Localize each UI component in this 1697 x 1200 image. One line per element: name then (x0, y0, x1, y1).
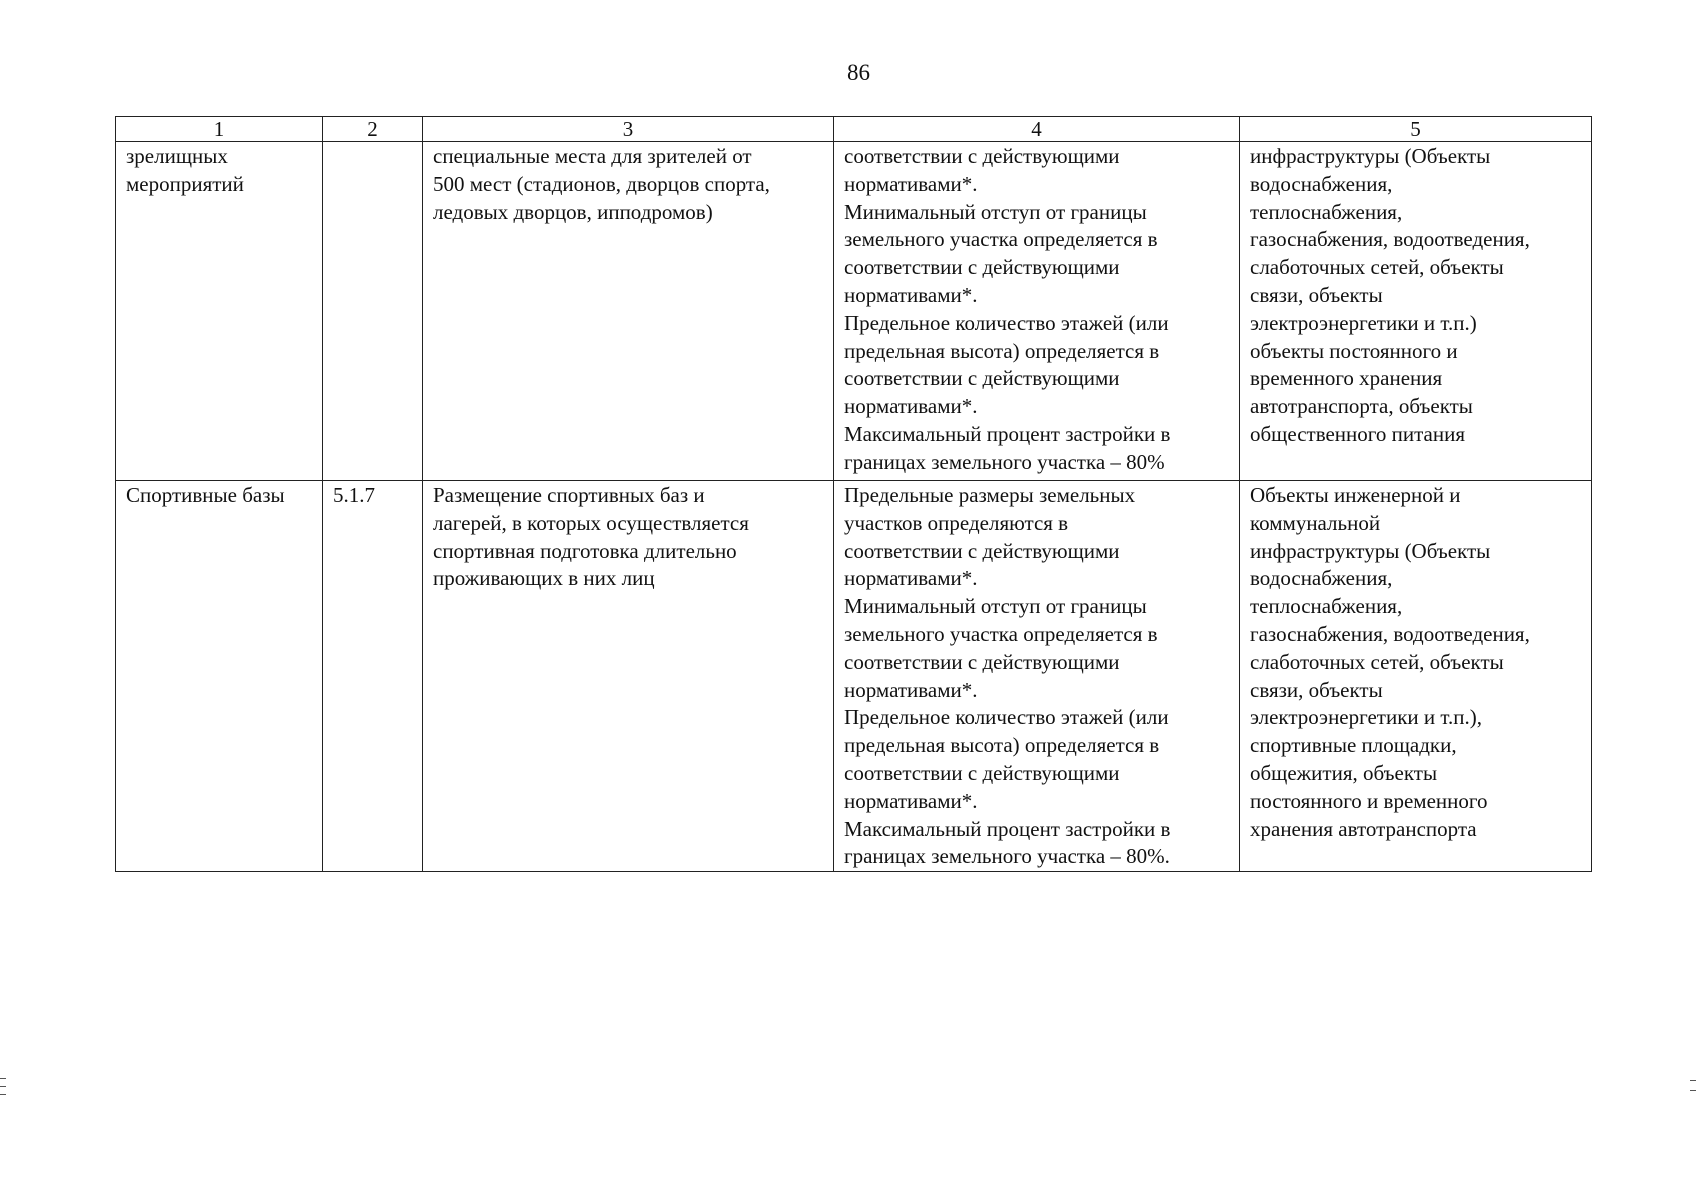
cell-use-type: Спортивные базы (116, 481, 323, 872)
cell-parameters: Предельные размеры земельных участков определяются в соответствии с действующими нормативами*. Минимальный отступ от границы земельного участка определяется в соответствии с действующими нормативами*. Предельное количество этажей (или предельная высота) определяется в соответствии с действующими нормативами*. Максимальный процент застройки в границах земельного участка – 80%. (834, 481, 1240, 872)
cell-description: Размещение спортивных баз и лагерей, в которых осуществляется спортивная подготовка длительно проживающих в них лиц (423, 481, 834, 872)
column-header-5: 5 (1240, 117, 1592, 142)
column-header-4: 4 (834, 117, 1240, 142)
cell-auxiliary-uses: Объекты инженерной и коммунальной инфраструктуры (Объекты водоснабжения, теплоснабжения, газоснабжения, водоотведения, слаботочных сетей, объекты связи, объекты электроэнергетики и т.п.), спортивные площадки, общежития, объекты постоянного и временного хранения автотранспорта (1240, 481, 1592, 872)
land-use-table (115, 116, 1592, 872)
column-header-3: 3 (423, 117, 834, 142)
column-header-2: 2 (323, 117, 423, 142)
column-header-1: 1 (116, 117, 323, 142)
scan-edge-mark (0, 1086, 6, 1087)
scan-edge-mark (0, 1078, 6, 1079)
table-row (116, 481, 1592, 872)
cell-use-type: зрелищных мероприятий (116, 142, 323, 481)
table-header-row (116, 117, 1592, 142)
cell-parameters: соответствии с действующими нормативами*. Минимальный отступ от границы земельного участка определяется в соответствии с действующими нормативами*. Предельное количество этажей (или предельная высота) определяется в соответствии с действующими нормативами*. Максимальный процент застройки в границах земельного участка – 80% (834, 142, 1240, 481)
cell-code: 5.1.7 (323, 481, 423, 872)
scan-edge-mark (1690, 1090, 1696, 1091)
table-row (116, 142, 1592, 481)
cell-description: специальные места для зрителей от 500 мест (стадионов, дворцов спорта, ледовых дворцов, ипподромов) (423, 142, 834, 481)
page-number: 86 (847, 60, 870, 85)
cell-code (323, 142, 423, 481)
cell-auxiliary-uses: инфраструктуры (Объекты водоснабжения, теплоснабжения, газоснабжения, водоотведения, слаботочных сетей, объекты связи, объекты электроэнергетики и т.п.) объекты постоянного и временного хранения автотранспорта, объекты общественного питания (1240, 142, 1592, 481)
scan-edge-mark (0, 1094, 6, 1095)
scan-edge-mark (1690, 1080, 1696, 1081)
